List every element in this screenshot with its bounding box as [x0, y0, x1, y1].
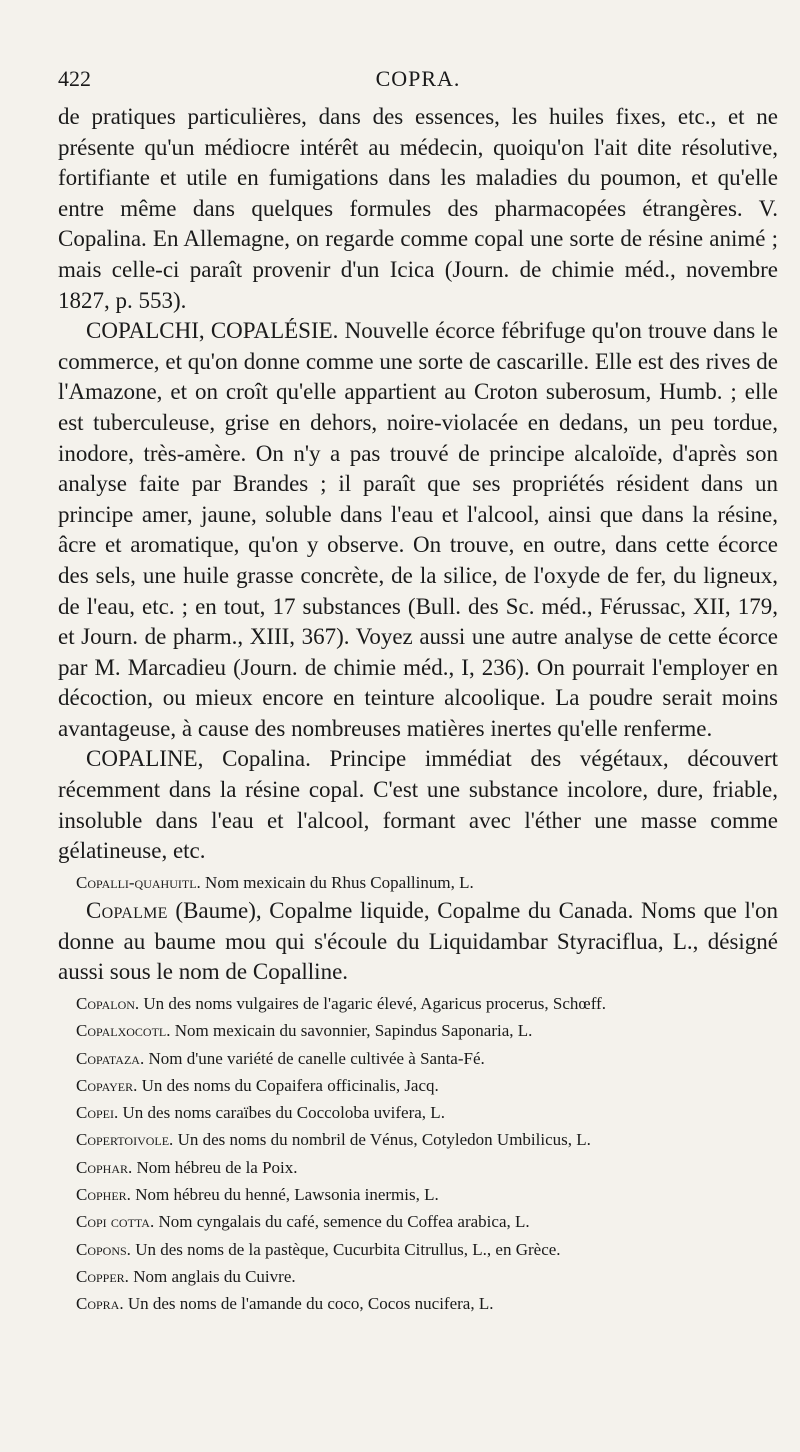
paragraph-text: (Baume), Copalme liquide, Copalme du Canada. Noms que l'on donne au baume mou qui s'écoule du Liquidambar Styraciflua, L., désigné aussi sous le nom de Copalline. [58, 898, 778, 985]
entry-headword: Copertoivole. [76, 1130, 174, 1150]
small-entries [58, 990, 778, 1318]
paragraph-text: de pratiques particulières, dans des essences, les huiles fixes, etc., et ne présente qu'un médiocre intérêt au médecin, quoiqu'on l'ait dite résolutive, fortifiante et utile en fumigations dans les maladies du poumon, et qu'elle entre même dans quelques formules des pharmacopées étrangères. V. Copalina. En Allemagne, on regarde comme copal une sorte de résine animé ; mais celle-ci paraît provenir d'un Icica (Journ. de chimie méd., novembre 1827, p. 553). [58, 104, 778, 313]
paragraph-copalchi [58, 316, 778, 744]
entry-text: Un des noms du Copaifera officinalis, Jacq. [137, 1075, 439, 1095]
small-entry [58, 1181, 778, 1208]
entry-text: Un des noms de l'amande du coco, Cocos nucifera, L. [123, 1294, 494, 1314]
small-entries-top [58, 869, 778, 896]
entry-headword: Copons. [76, 1239, 131, 1259]
paragraph-copalme [58, 896, 778, 988]
small-entry [58, 1099, 778, 1126]
entry-headword: COPALINE, [86, 746, 204, 772]
small-entry [58, 1017, 778, 1044]
entry-text: Un des noms vulgaires de l'agaric élevé, Agaricus procerus, Schœff. [139, 993, 606, 1013]
entry-text: Nom d'une variété de canelle cultivée à Santa-Fé. [144, 1048, 485, 1068]
entry-headword: Copalme [86, 898, 168, 924]
paragraph-text: Nouvelle écorce fébrifuge qu'on trouve dans le commerce, et qu'on donne comme une sorte de cascarille. Elle est des rives de l'Amazone, et on croît qu'elle appartient au Croton suberosum, Humb. ; elle est tuberculeuse, grise en dehors, noire-violacée en dedans, un peu tordue, inodore, très-amère. On n'y a pas trouvé de principe alcaloïde, d'après son analyse faite par Brandes ; il paraît que ses propriétés résident dans un principe amer, jaune, soluble dans l'eau et l'alcool, ainsi que dans la résine, âcre et aromatique, qu'on y observe. On trouve, en outre, dans cette écorce des sels, une huile grasse concrète, de la silice, de l'oxyde de fer, du ligneux, de l'eau, etc. ; en tout, 17 substances (Bull. des Sc. méd., Férussac, XII, 179, et Journ. de pharm., XIII, 367). Voyez aussi une autre analyse de cette écorce par M. Marcadieu (Journ. de chimie méd., I, 236). On pourrait l'employer en décoction, ou mieux encore en teinture alcoolique. La poudre serait moins avantageuse, à cause des nombreuses matières inertes qu'elle renferme. [58, 318, 778, 741]
page-number: 422 [58, 66, 91, 91]
page-header [58, 62, 778, 102]
entry-text: Nom mexicain du Rhus Copallinum, L. [200, 872, 474, 892]
entry-text: Nom cyngalais du café, semence du Coffea arabica, L. [154, 1212, 530, 1232]
entry-headword: Copataza. [76, 1048, 145, 1068]
entry-text: Un des noms caraïbes du Coccoloba uvifera, L. [118, 1103, 445, 1123]
small-entry [58, 1263, 778, 1290]
paragraph-text: Copalina. Principe immédiat des végétaux, découvert récemment dans la résine copal. C'est une substance incolore, dure, friable, insoluble dans l'eau et l'alcool, formant avec l'éther une masse comme gélatineuse, etc. [58, 746, 778, 864]
entry-headword: Copher. [76, 1185, 131, 1204]
entry-text: Nom mexicain du savonnier, Sapindus Saponaria, L. [170, 1021, 533, 1041]
small-entry [58, 1072, 778, 1099]
entry-headword: Cophar. [76, 1157, 133, 1177]
paragraph-copal-continued [58, 102, 778, 316]
entry-headword: Copi cotta. [76, 1212, 155, 1232]
small-entry [58, 1290, 778, 1317]
small-entry-copalli [58, 869, 778, 896]
small-entry [58, 1208, 778, 1235]
entry-text: Nom hébreu du henné, Lawsonia inermis, L. [130, 1185, 439, 1204]
entry-headword: COPALCHI, COPALÉSIE. [86, 318, 339, 344]
running-head: COPRA. [375, 66, 461, 91]
entry-text: Nom anglais du Cuivre. [128, 1266, 296, 1286]
small-entry [58, 1126, 778, 1153]
entry-headword: Copper. [76, 1266, 129, 1286]
small-entry [58, 1236, 778, 1263]
entry-text: Un des noms du nombril de Vénus, Cotyledon Umbilicus, L. [173, 1130, 591, 1150]
entry-headword: Copalon. [76, 993, 140, 1013]
entry-headword: Copayer. [76, 1075, 138, 1095]
body-text [58, 102, 778, 867]
entry-headword: Copalli-quahuitl. [76, 872, 201, 892]
entry-headword: Copei. [76, 1103, 119, 1123]
small-entry [58, 1045, 778, 1072]
body-text-copalme [58, 896, 778, 988]
entry-headword: Copra. [76, 1294, 124, 1314]
paragraph-copaline [58, 744, 778, 866]
small-entry [58, 1154, 778, 1181]
entry-text: Un des noms de la pastèque, Cucurbita Citrullus, L., en Grèce. [130, 1239, 561, 1259]
entry-headword: Copalxocotl. [76, 1021, 171, 1041]
small-entry [58, 990, 778, 1017]
entry-text: Nom hébreu de la Poix. [132, 1157, 298, 1177]
